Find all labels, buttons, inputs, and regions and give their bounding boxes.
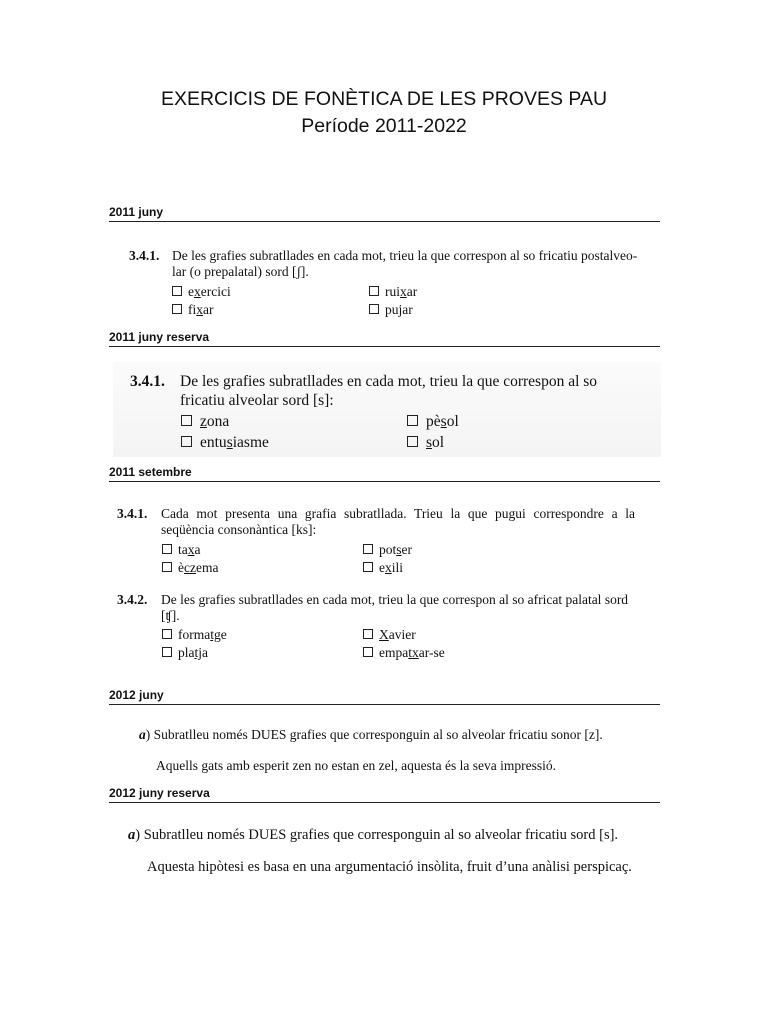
section-heading-2011-juny: 2011 juny (109, 205, 660, 222)
question-text-line1: Cada mot presenta una grafia subratllada. Trieu la que pugui correspondre a la (161, 506, 635, 521)
option-taxa[interactable]: taxa (162, 542, 201, 558)
checkbox-icon[interactable] (181, 436, 192, 447)
checkbox-icon[interactable] (407, 415, 418, 426)
question-text-line2: fricatiu alveolar sord [s]: (180, 392, 334, 409)
section-heading-2012-juny: 2012 juny (109, 688, 660, 705)
option-xavier[interactable]: Xavier (363, 627, 416, 643)
instruction-2012-juny-reserva: a) Subratlleu només DUES grafies que corresponguin al so alveolar fricatiu sord [s]. (128, 827, 619, 843)
page-title: EXERCICIS DE FONÈTICA DE LES PROVES PAU (160, 88, 608, 110)
question-number: 3.4.1. (117, 506, 148, 521)
question-text-line2: seqüència consonàntica [ks]: (161, 522, 317, 537)
question-number: 3.4.1. (129, 248, 160, 263)
checkbox-icon[interactable] (172, 286, 182, 296)
option-exercici[interactable]: exercici (172, 284, 231, 300)
option-entusiasme[interactable]: entusiasme (181, 435, 269, 451)
option-pujar[interactable]: pujar (369, 302, 413, 318)
checkbox-icon[interactable] (407, 436, 418, 447)
question-text-line2: lar (o prepalatal) sord [ʃ]. (172, 264, 309, 279)
question-number: 3.4.1. (130, 373, 165, 390)
option-sol[interactable]: sol (407, 435, 444, 451)
checkbox-icon[interactable] (172, 304, 182, 314)
checkbox-icon[interactable] (162, 629, 172, 639)
checkbox-icon[interactable] (162, 544, 172, 554)
question-text-line1: De les grafies subratllades en cada mot, trieu la que correspon al so (180, 373, 598, 390)
section-heading-2011-setembre: 2011 setembre (109, 465, 660, 482)
option-eczema[interactable]: èczema (162, 560, 218, 576)
page-subtitle: Període 2011-2022 (301, 115, 467, 137)
option-potser[interactable]: potser (363, 542, 412, 558)
option-exili[interactable]: exili (363, 560, 403, 576)
checkbox-icon[interactable] (181, 415, 192, 426)
checkbox-icon[interactable] (162, 562, 172, 572)
checkbox-icon[interactable] (162, 647, 172, 657)
checkbox-icon[interactable] (363, 629, 373, 639)
section-heading-2012-juny-reserva: 2012 juny reserva (109, 786, 660, 803)
option-fixar[interactable]: fixar (172, 302, 214, 318)
option-platja[interactable]: platja (162, 645, 208, 661)
checkbox-icon[interactable] (369, 304, 379, 314)
sentence-2012-juny: Aquells gats amb esperit zen no estan en zel, aquesta és la seva impressió. (156, 758, 556, 773)
checkbox-icon[interactable] (363, 544, 373, 554)
instruction-2012-juny: a) Subratlleu només DUES grafies que corresponguin al so alveolar fricatiu sonor [z]. (139, 727, 603, 742)
question-number: 3.4.2. (117, 592, 148, 607)
option-empatxar-se[interactable]: empatxar-se (363, 645, 445, 661)
option-ruixar[interactable]: ruixar (369, 284, 417, 300)
option-pesol[interactable]: pèsol (407, 414, 459, 430)
option-zona[interactable]: zona (181, 414, 229, 430)
question-text-line1: De les grafies subratllades en cada mot, trieu la que correspon al so africat palatal sord (161, 592, 629, 607)
question-text-line1: De les grafies subratllades en cada mot, trieu la que correspon al so fricatiu postalveo- (172, 248, 638, 263)
checkbox-icon[interactable] (369, 286, 379, 296)
sentence-2012-juny-reserva: Aquesta hipòtesi es basa en una argumentació insòlita, fruit d’una anàlisi perspicaç. (147, 859, 632, 875)
checkbox-icon[interactable] (363, 562, 373, 572)
section-heading-2011-juny-reserva: 2011 juny reserva (109, 330, 660, 347)
option-formatge[interactable]: formatge (162, 627, 227, 643)
checkbox-icon[interactable] (363, 647, 373, 657)
question-text-line2: [ʧ]. (161, 608, 180, 623)
